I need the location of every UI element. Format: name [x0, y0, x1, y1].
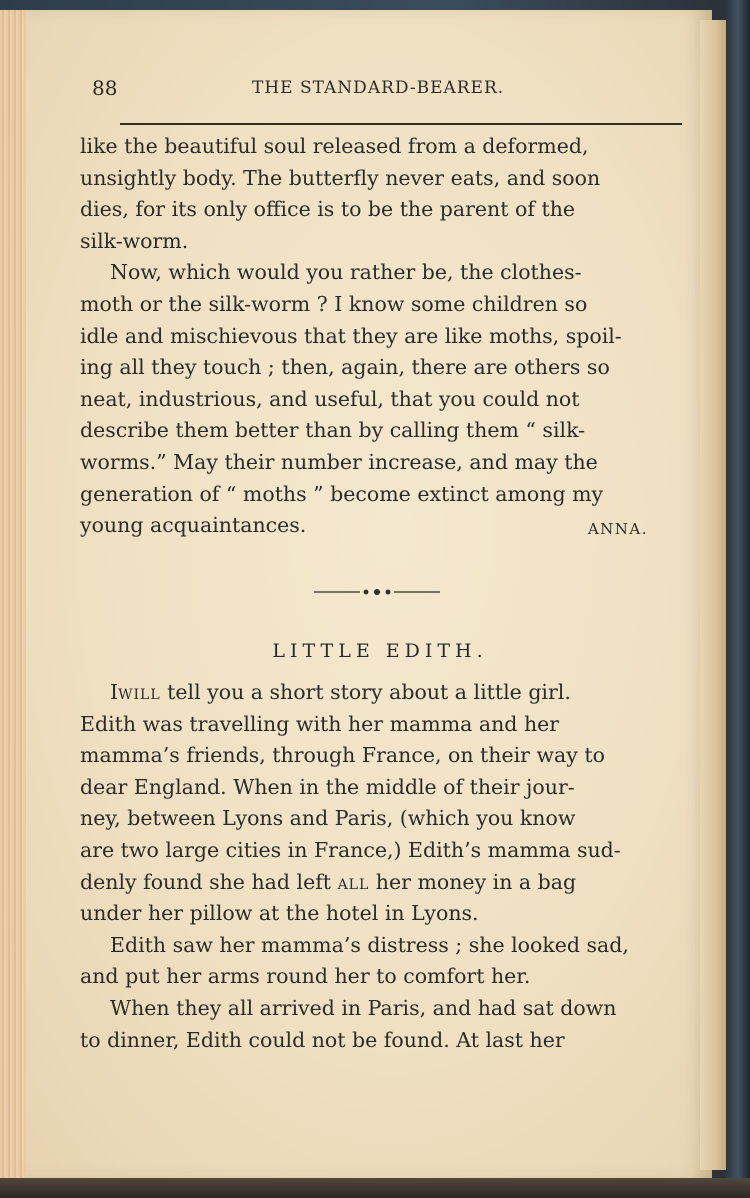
text-line: describe them better than by calling them “ silk- [80, 418, 586, 443]
page-gutter-right [700, 20, 726, 1170]
text-line: dies, for its only office is to be the parent of the [80, 197, 576, 222]
text-line: ney, between Lyons and Paris, (which you know [80, 806, 576, 831]
text-line: Edith saw her mamma’s distress ; she looked sad, [110, 932, 629, 957]
text-line: young acquaintances. [80, 513, 307, 538]
book-cover-bottom [0, 1178, 750, 1198]
header-rule [120, 123, 682, 125]
smallcaps-word: all [337, 869, 370, 894]
text-line [80, 867, 684, 899]
closing-line [80, 510, 684, 546]
text-line: neat, industrious, and useful, that you could not [80, 386, 580, 411]
text-line [80, 677, 684, 709]
text-line: generation of “ moths ” become extinct among my [80, 481, 604, 506]
text-line: Now, which would you rather be, the clothes- [110, 260, 582, 285]
text-line: ing all they touch ; then, again, there are others so [80, 355, 610, 380]
text-span: denly found she had left [80, 869, 338, 894]
text-line: When they all arrived in Paris, and had sat down [110, 995, 617, 1020]
text-line: unsightly body. The butterfly never eats, and soon [80, 165, 601, 190]
story-title: LITTLE EDITH. [272, 640, 488, 662]
page-header [80, 72, 684, 106]
text-span: her money in a bag [369, 869, 577, 894]
article-anna-text [80, 131, 684, 546]
page-number: 88 [92, 76, 118, 100]
page-edges-left [0, 10, 26, 1178]
text-line: idle and mischievous that they are like moths, spoil- [80, 323, 622, 348]
section-divider-ornament [312, 584, 442, 600]
text-line: under her pillow at the hotel in Lyons. [80, 901, 479, 926]
text-line: and put her arms round her to comfort her. [80, 964, 531, 989]
text-line: worms.” May their number increase, and may the [80, 449, 598, 474]
text-line: silk-worm. [80, 228, 189, 253]
article-little-edith-text [80, 677, 684, 1056]
text-line: dear England. When in the middle of their jour- [80, 774, 575, 799]
book-binding [726, 0, 750, 1198]
running-head: THE STANDARD-BEARER. [252, 78, 505, 98]
author-signature: ANNA. [587, 520, 648, 539]
text-line: moth or the silk-worm ? I know some children so [80, 291, 588, 316]
text-line: to dinner, Edith could not be found. At last her [80, 1027, 565, 1052]
drop-word: I [110, 680, 119, 704]
text-span: tell you a short story about a little girl. [160, 680, 571, 704]
text-line: are two large cities in France,) Edith’s mamma sud- [80, 837, 621, 862]
smallcaps-word: will [118, 680, 161, 704]
text-line: Edith was travelling with her mamma and her [80, 711, 560, 736]
text-line: mamma’s friends, through France, on their way to [80, 743, 605, 768]
text-line: like the beautiful soul released from a deformed, [80, 134, 589, 158]
